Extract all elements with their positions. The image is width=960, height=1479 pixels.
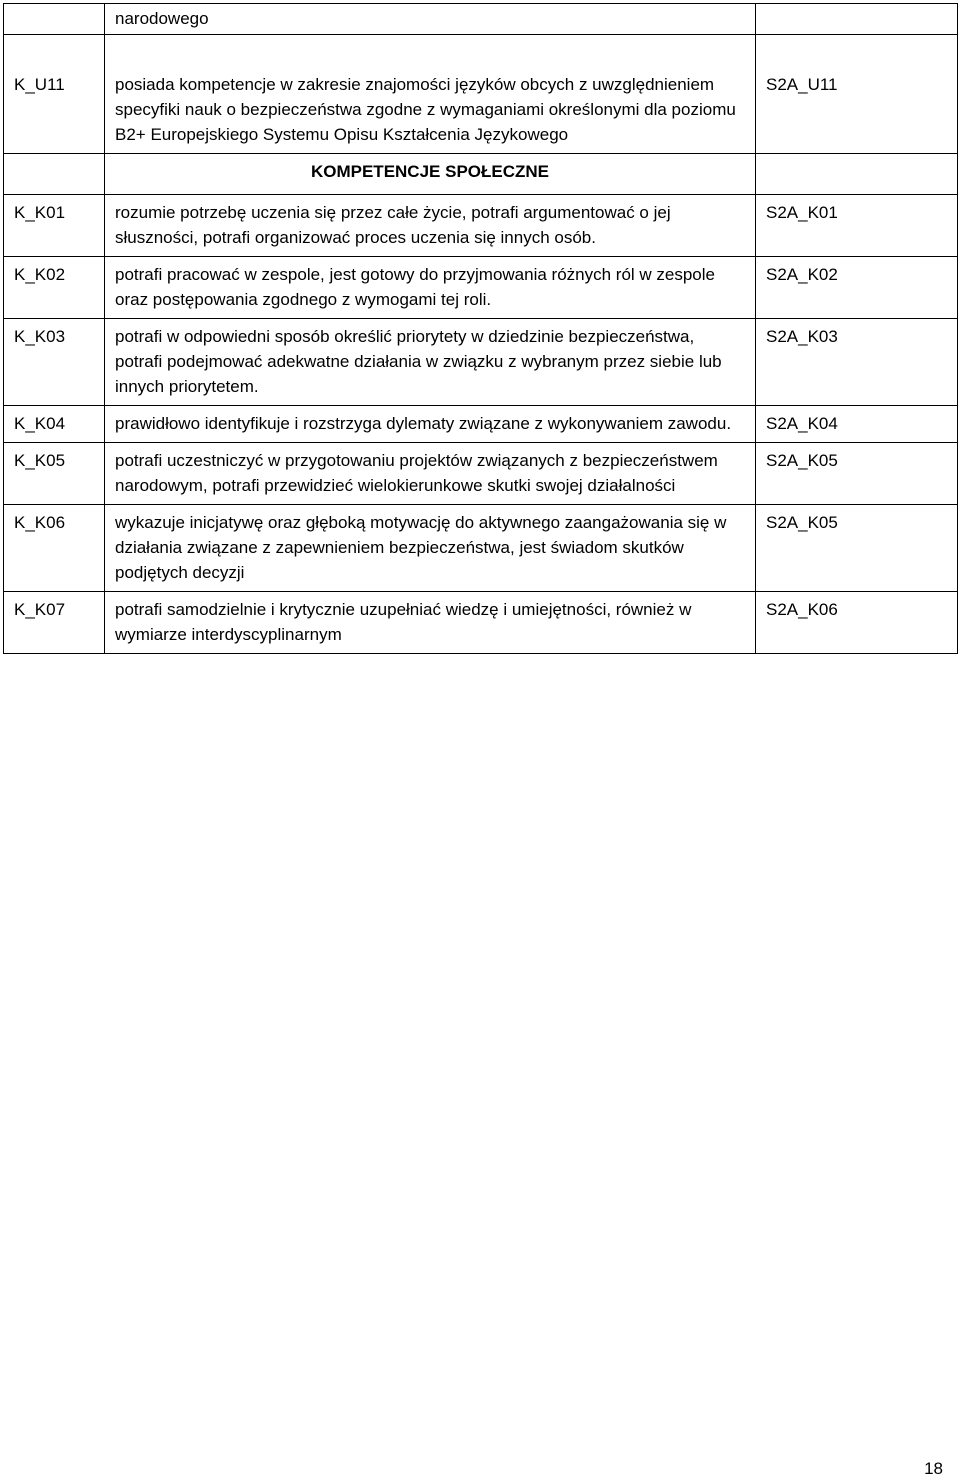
table-row-k-k04 (4, 406, 958, 443)
table-row-fragment (4, 4, 958, 35)
reference-code-cell: S2A_K02 (756, 257, 958, 319)
outcome-description-cell: posiada kompetencje w zakresie znajomości języków obcych z uwzględnieniem specyfiki nauk o bezpieczeństwa zgodne z wymaganiami określonymi dla poziomu B2+ Europejskiego Systemu Opisu Kształcenia Językowego (105, 35, 756, 154)
learning-outcomes-table (3, 3, 958, 654)
outcome-code-cell: K_K04 (4, 406, 105, 443)
section-heading-row (4, 154, 958, 195)
page-number: 18 (924, 1459, 943, 1478)
outcome-description-cell: prawidłowo identyfikuje i rozstrzyga dylematy związane z wykonywaniem zawodu. (105, 406, 756, 443)
section-heading-empty-cell (756, 154, 958, 195)
outcome-description-cell: potrafi samodzielnie i krytycznie uzupełniać wiedzę i umiejętności, również w wymiarze interdyscyplinarnym (105, 592, 756, 654)
outcome-code-cell: K_K07 (4, 592, 105, 654)
outcome-description-cell: wykazuje inicjatywę oraz głęboką motywację do aktywnego zaangażowania się w działania związane z zapewnieniem bezpieczeństwa, jest świadom skutków podjętych decyzji (105, 505, 756, 592)
outcome-code: K_U11 (14, 75, 65, 94)
section-heading-empty-cell (4, 154, 105, 195)
outcome-description-cell: potrafi w odpowiedni sposób określić priorytety w dziedzinie bezpieczeństwa, potrafi podejmować adekwatne działania w związku z wybranym przez siebie lub innych priorytetem. (105, 319, 756, 406)
table-row-k-k02 (4, 257, 958, 319)
table-row-k-u11 (4, 35, 958, 154)
reference-code-cell (756, 4, 958, 35)
outcome-code-cell: K_K03 (4, 319, 105, 406)
outcome-code-cell (4, 35, 105, 154)
outcome-description-cell: rozumie potrzebę uczenia się przez całe życie, potrafi argumentować o jej słuszności, potrafi organizować proces uczenia się innych osób. (105, 195, 756, 257)
outcome-description-cell: narodowego (105, 4, 756, 35)
reference-code-cell: S2A_K05 (756, 505, 958, 592)
reference-code-cell: S2A_K01 (756, 195, 958, 257)
table-row-k-k06 (4, 505, 958, 592)
outcome-description-cell: potrafi pracować w zespole, jest gotowy do przyjmowania różnych ról w zespole oraz postępowania zgodnego z wymogami tej roli. (105, 257, 756, 319)
reference-code: S2A_U11 (766, 75, 838, 94)
reference-code-cell: S2A_K03 (756, 319, 958, 406)
reference-code-cell: S2A_K05 (756, 443, 958, 505)
outcome-code-cell: K_K02 (4, 257, 105, 319)
reference-code-cell: S2A_K06 (756, 592, 958, 654)
outcome-code-cell (4, 4, 105, 35)
table-row-k-k07 (4, 592, 958, 654)
table-row-k-k05 (4, 443, 958, 505)
outcome-description-cell: potrafi uczestniczyć w przygotowaniu projektów związanych z bezpieczeństwem narodowym, potrafi przewidzieć wielokierunkowe skutki swojej działalności (105, 443, 756, 505)
outcome-code-cell: K_K01 (4, 195, 105, 257)
reference-code-cell (756, 35, 958, 154)
outcome-code-cell: K_K06 (4, 505, 105, 592)
table-row-k-k03 (4, 319, 958, 406)
outcome-code-cell: K_K05 (4, 443, 105, 505)
section-heading: KOMPETENCJE SPOŁECZNE (105, 154, 756, 195)
table-row-k-k01 (4, 195, 958, 257)
reference-code-cell: S2A_K04 (756, 406, 958, 443)
